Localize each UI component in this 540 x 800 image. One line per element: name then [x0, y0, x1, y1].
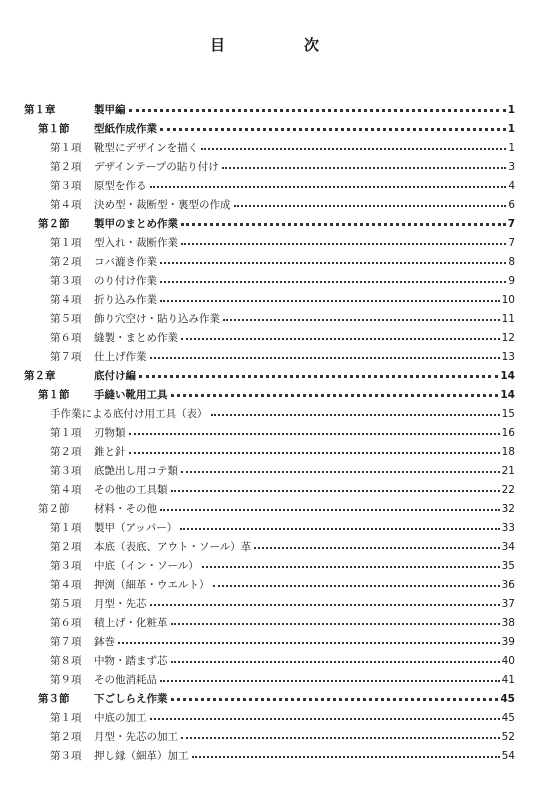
toc-item-row — [0, 290, 540, 309]
toc-item-title: 中底の加工 — [94, 712, 147, 724]
toc-page-number: 39 — [501, 635, 515, 648]
toc-item-row — [0, 746, 540, 765]
toc-page-number: 35 — [501, 559, 515, 572]
toc-item-number: 第３項 — [50, 180, 82, 192]
toc-item-title: 中底（イン・ソール） — [94, 560, 199, 572]
dot-leader — [160, 670, 500, 682]
toc-section-row — [0, 689, 540, 708]
toc-item-number: 第２項 — [50, 256, 82, 268]
toc-section-title: 型紙作成作業 — [94, 123, 157, 135]
toc-item-row — [0, 575, 540, 594]
toc-page-number: 41 — [501, 673, 515, 686]
toc-item-number: 第１項 — [50, 142, 82, 154]
dot-leader — [150, 594, 500, 606]
toc-page-number: 14 — [500, 388, 515, 401]
dot-leader — [222, 157, 507, 169]
toc-page-number: 38 — [501, 616, 515, 629]
toc-item-row — [0, 632, 540, 651]
toc-item-row — [0, 537, 540, 556]
toc-page-number: 15 — [501, 407, 515, 420]
toc-page-number: 1 — [508, 141, 515, 154]
toc-item-row — [0, 328, 540, 347]
toc-item-title: その他消耗品 — [94, 674, 157, 686]
dot-leader — [171, 651, 500, 663]
toc-section-row — [0, 385, 540, 404]
toc-section-number: 第２節 — [38, 503, 70, 515]
toc-page-number: 4 — [508, 179, 515, 192]
dot-leader — [150, 176, 507, 188]
toc-page-number: 1 — [507, 122, 515, 135]
dot-leader — [160, 118, 506, 131]
dot-leader — [180, 518, 499, 530]
toc-page-number: 22 — [501, 483, 515, 496]
toc-page-number: 8 — [508, 255, 515, 268]
toc-item-number: 第６項 — [50, 332, 82, 344]
toc-page-number: 18 — [501, 445, 515, 458]
toc-item-title: 靴型にデザインを描く — [94, 142, 199, 154]
toc-item-number: 第９項 — [50, 674, 82, 686]
toc-page-number: 16 — [501, 426, 515, 439]
dot-leader — [254, 537, 499, 549]
toc-page-number: 10 — [501, 293, 515, 306]
dot-leader — [171, 688, 499, 701]
table-of-contents — [0, 100, 540, 765]
toc-page-number: 14 — [500, 369, 515, 382]
dot-leader — [192, 746, 500, 758]
title-char-1: 目 — [210, 36, 226, 54]
dot-leader — [234, 195, 507, 207]
dot-leader — [223, 309, 500, 321]
dot-leader — [211, 404, 500, 416]
toc-item-number: 第３項 — [50, 750, 82, 762]
toc-item-title: 中物・踏まず芯 — [94, 655, 168, 667]
toc-item-number: 第８項 — [50, 655, 82, 667]
toc-item-row — [0, 157, 540, 176]
dot-leader — [181, 328, 500, 340]
toc-section-title: 下ごしらえ作業 — [94, 693, 168, 705]
dot-leader — [129, 423, 500, 435]
toc-item-row — [0, 708, 540, 727]
toc-item-number: 第６項 — [50, 617, 82, 629]
toc-item-title: のり付け作業 — [94, 275, 157, 287]
toc-item-row — [0, 233, 540, 252]
dot-leader — [213, 575, 500, 587]
dot-leader — [202, 556, 500, 568]
toc-item-title: 手作業による底付け用工具（表） — [50, 408, 208, 420]
dot-leader — [160, 290, 500, 302]
toc-item-row — [0, 271, 540, 290]
toc-page-number: 6 — [508, 198, 515, 211]
toc-item-row — [0, 727, 540, 746]
toc-chapter-number: 第２章 — [24, 370, 56, 382]
toc-item-row — [0, 518, 540, 537]
toc-section-title: 製甲のまとめ作業 — [94, 218, 178, 230]
toc-item-row — [0, 461, 540, 480]
toc-item-title: 原型を作る — [94, 180, 147, 192]
toc-section-title: 手縫い靴用工具 — [94, 389, 168, 401]
toc-item-title: 刃物類 — [94, 427, 126, 439]
toc-item-row — [0, 594, 540, 613]
toc-item-row — [0, 195, 540, 214]
toc-section-row — [0, 499, 540, 518]
toc-item-number: 第３項 — [50, 560, 82, 572]
toc-section-title: 材料・その他 — [94, 503, 157, 515]
dot-leader — [160, 252, 506, 264]
toc-page-number: 37 — [501, 597, 515, 610]
toc-page-number: 7 — [507, 217, 515, 230]
dot-leader — [139, 365, 498, 378]
toc-page-number: 3 — [508, 160, 515, 173]
toc-chapter-row — [0, 366, 540, 385]
toc-section-number: 第１節 — [38, 389, 70, 401]
toc-page-number: 52 — [501, 730, 515, 743]
dot-leader — [160, 271, 506, 283]
toc-item-title: 底艶出し用コテ類 — [94, 465, 178, 477]
toc-item-number: 第２項 — [50, 541, 82, 553]
toc-item-row — [0, 309, 540, 328]
toc-page-number: 21 — [501, 464, 515, 477]
toc-item-number: 第４項 — [50, 199, 82, 211]
toc-item-number: 第４項 — [50, 484, 82, 496]
toc-item-row — [0, 423, 540, 442]
toc-item-number: 第３項 — [50, 465, 82, 477]
toc-page-number: 45 — [500, 692, 515, 705]
toc-item-number: 第１項 — [50, 237, 82, 249]
toc-item-title: 月型・先芯の加工 — [94, 731, 178, 743]
toc-item-title: その他の工具類 — [94, 484, 168, 496]
dot-leader — [150, 708, 500, 720]
toc-page-number: 32 — [501, 502, 515, 515]
toc-item-row — [0, 138, 540, 157]
toc-item-number: 第３項 — [50, 275, 82, 287]
toc-item-number: 第７項 — [50, 351, 82, 363]
toc-page-number: 45 — [501, 711, 515, 724]
toc-item-title: 月型・先芯 — [94, 598, 147, 610]
toc-item-title: 決め型・裁断型・裏型の作成 — [94, 199, 231, 211]
toc-page-number: 11 — [501, 312, 515, 325]
toc-chapter-row — [0, 100, 540, 119]
toc-item-number: 第１項 — [50, 522, 82, 534]
toc-chapter-number: 第１章 — [24, 104, 56, 116]
toc-item-title: 積上げ・化粧革 — [94, 617, 168, 629]
toc-item-row — [0, 442, 540, 461]
dot-leader — [171, 613, 500, 625]
toc-item-title: 飾り穴空け・貼り込み作業 — [94, 313, 220, 325]
toc-item-row — [0, 670, 540, 689]
dot-leader — [181, 727, 500, 739]
dot-leader — [118, 632, 500, 644]
toc-item-title: 押し縁（細革）加工 — [94, 750, 189, 762]
toc-section-number: 第１節 — [38, 123, 70, 135]
toc-page-number: 40 — [501, 654, 515, 667]
toc-item-number: 第１項 — [50, 427, 82, 439]
toc-page-number: 9 — [508, 274, 515, 287]
toc-item-number: 第４項 — [50, 579, 82, 591]
dot-leader — [150, 347, 500, 359]
toc-item-row — [0, 651, 540, 670]
dot-leader — [129, 99, 506, 112]
toc-page-number: 1 — [507, 103, 515, 116]
toc-page-number: 54 — [501, 749, 515, 762]
dot-leader — [201, 138, 506, 150]
toc-item-number: 第７項 — [50, 636, 82, 648]
dot-leader — [160, 499, 500, 511]
toc-section-number: 第３節 — [38, 693, 70, 705]
toc-item-number: 第２項 — [50, 731, 82, 743]
toc-page-number: 7 — [508, 236, 515, 249]
dot-leader — [129, 442, 500, 454]
toc-item-title: 鉢巻 — [94, 636, 115, 648]
toc-page-number: 33 — [501, 521, 515, 534]
toc-section-row — [0, 214, 540, 233]
dot-leader — [181, 213, 506, 226]
toc-section-row — [0, 119, 540, 138]
toc-item-row — [0, 404, 540, 423]
title-char-2: 次 — [304, 36, 320, 54]
dot-leader — [181, 461, 500, 473]
toc-item-row — [0, 347, 540, 366]
dot-leader — [171, 384, 499, 397]
toc-item-title: 折り込み作業 — [94, 294, 157, 306]
toc-item-row — [0, 480, 540, 499]
toc-item-title: 縫製・まとめ作業 — [94, 332, 178, 344]
toc-item-number: 第２項 — [50, 161, 82, 173]
toc-item-row — [0, 252, 540, 271]
toc-item-title: 型入れ・裁断作業 — [94, 237, 178, 249]
toc-item-row — [0, 613, 540, 632]
dot-leader — [181, 233, 506, 245]
toc-item-title: 仕上げ作業 — [94, 351, 147, 363]
toc-item-title: 本底（表底、アウト・ソール）革 — [94, 541, 252, 553]
toc-page-number: 34 — [501, 540, 515, 553]
toc-item-row — [0, 176, 540, 195]
toc-item-title: 錐と針 — [94, 446, 126, 458]
toc-item-number: 第１項 — [50, 712, 82, 724]
toc-item-number: 第５項 — [50, 598, 82, 610]
toc-item-title: コバ漉き作業 — [94, 256, 157, 268]
toc-section-number: 第２節 — [38, 218, 70, 230]
page-title — [0, 34, 540, 58]
toc-page-number: 13 — [501, 350, 515, 363]
toc-chapter-title: 製甲編 — [94, 104, 126, 116]
toc-item-number: 第２項 — [50, 446, 82, 458]
toc-item-number: 第５項 — [50, 313, 82, 325]
toc-item-title: デザインテープの貼り付け — [94, 161, 219, 173]
dot-leader — [171, 480, 500, 492]
toc-page-number: 36 — [501, 578, 515, 591]
toc-item-title: 押渕（細革・ウエルト） — [94, 579, 210, 591]
toc-item-row — [0, 556, 540, 575]
toc-item-number: 第４項 — [50, 294, 82, 306]
toc-page-number: 12 — [501, 331, 515, 344]
toc-chapter-title: 底付け編 — [94, 370, 136, 382]
toc-item-title: 製甲（アッパー） — [94, 522, 178, 534]
